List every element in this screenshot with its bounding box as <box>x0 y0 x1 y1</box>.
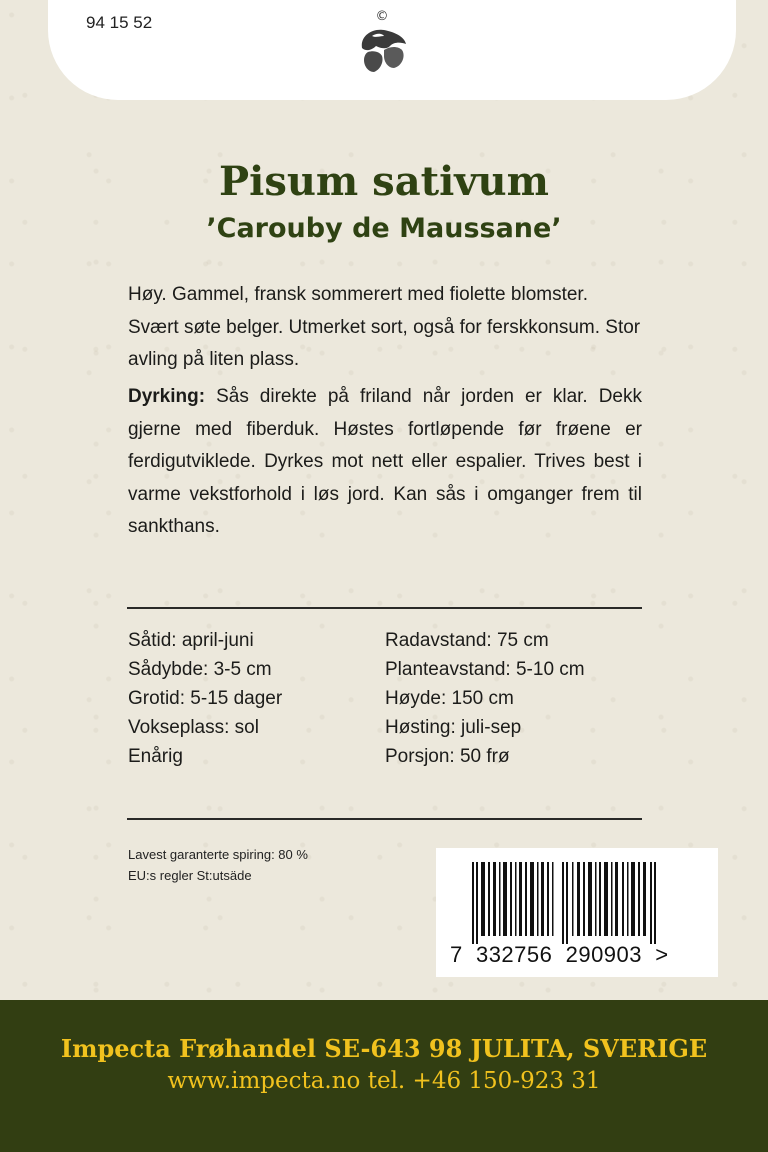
fact-row-spacing: Radavstand: 75 cm <box>385 630 549 651</box>
fact-growing-place: Vokseplass: sol <box>128 717 259 738</box>
barcode-digits: 7 332756 290903 > <box>450 942 669 967</box>
fact-portion: Porsjon: 50 frø <box>385 746 510 767</box>
fact-sowing-time: Såtid: april-juni <box>128 630 254 651</box>
fact-germination-time: Grotid: 5-15 dager <box>128 688 283 709</box>
description-text: Høy. Gammel, fransk sommerert med fiolette blomster. Svært søte belger. Utmerket sort, også for ferskkonsum. Stor avling på liten plass. <box>128 284 641 370</box>
facts-right-column <box>385 626 585 771</box>
germination-note: Lavest garanterte spiring: 80 % <box>128 847 308 862</box>
fact-annual: Enårig <box>128 746 183 767</box>
cultivation-label: Dyrking: <box>128 386 206 407</box>
facts-left-column <box>128 626 282 771</box>
mushroom-logo-icon <box>354 6 410 78</box>
barcode-bars <box>458 862 698 944</box>
copyright-symbol: © <box>375 9 389 24</box>
cultivation-paragraph <box>128 381 642 544</box>
fact-harvest: Høsting: juli-sep <box>385 717 522 738</box>
barcode <box>436 848 718 977</box>
divider-bottom <box>127 818 642 820</box>
divider-top <box>127 607 642 609</box>
eu-rules-note: EU:s regler St:utsäde <box>128 868 252 883</box>
variety-subtitle: ’Carouby de Maussane’ <box>206 213 562 244</box>
fact-sowing-depth: Sådybde: 3-5 cm <box>128 659 272 680</box>
cultivation-text: Sås direkte på friland når jorden er klar. Dekk gjerne med fiberduk. Høstes fortløpende før frøene er ferdigutviklede. Dyrkes mot nett eller espalier. Trives best i varme vekstforhold i løs jord. Kan sås i omganger frem til sankthans. <box>128 386 642 537</box>
latin-name-title: Pisum sativum <box>219 158 549 205</box>
footer-contact: www.impecta.no tel. +46 150-923 31 <box>167 1068 601 1094</box>
footer-band <box>0 1000 768 1152</box>
product-code: 94 15 52 <box>86 13 153 32</box>
fact-plant-spacing: Planteavstand: 5-10 cm <box>385 659 585 680</box>
footer-address: Impecta Frøhandel SE-643 98 JULITA, SVERIGE <box>60 1034 708 1063</box>
fact-height: Høyde: 150 cm <box>385 688 514 709</box>
